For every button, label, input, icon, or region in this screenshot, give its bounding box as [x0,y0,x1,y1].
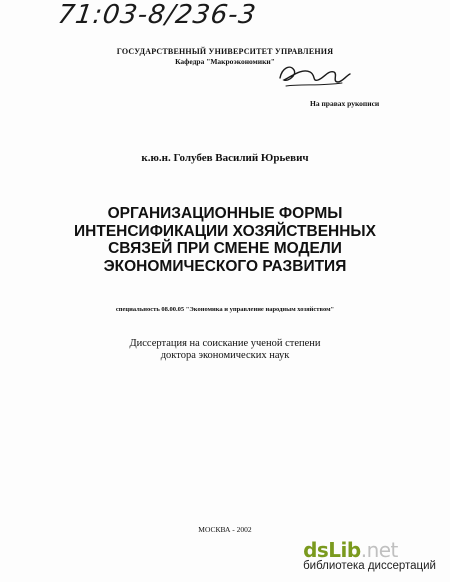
degree-line-2: доктора экономических наук [160,350,290,361]
dslib-watermark[interactable] [303,538,436,572]
department-name: Кафедра "Макроэкономики" [175,57,275,66]
manuscript-note: На правах рукописи [310,99,380,108]
logo-main: dsLib [303,538,361,562]
archive-stamp: 71:03-8/236-3 [55,0,259,30]
logo-tld: .net [360,538,398,562]
title-line: ОРГАНИЗАЦИОННЫЕ ФОРМЫ [107,205,343,222]
city-year: МОСКВА - 2002 [198,525,252,534]
speciality-code: специальность 08.00.05 "Экономика и управление народным хозяйством" [115,306,335,313]
degree-statement [0,338,450,362]
dissertation-title [0,205,450,275]
dslib-logo [303,538,436,562]
title-line: СВЯЗЕЙ ПРИ СМЕНЕ МОДЕЛИ [108,240,342,257]
university-name: ГОСУДАРСТВЕННЫЙ УНИВЕРСИТЕТ УПРАВЛЕНИЯ [116,47,334,56]
author-name: к.ю.н. Голубев Василий Юрьевич [141,152,309,164]
dslib-subtitle: библиотека диссертаций [303,560,436,572]
title-line: ЭКОНОМИЧЕСКОГО РАЗВИТИЯ [103,257,347,275]
title-line: ИНТЕНСИФИКАЦИИ ХОЗЯЙСТВЕННЫХ [74,222,376,240]
handwritten-signature [272,56,352,92]
degree-line-1: Диссертация на соискание ученой степени [129,338,321,349]
